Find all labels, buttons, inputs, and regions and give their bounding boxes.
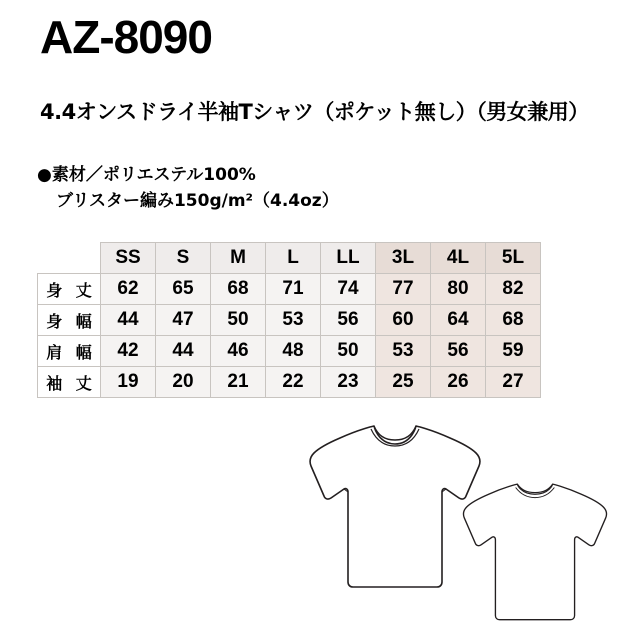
measurement-value: 68 bbox=[486, 305, 541, 336]
measurement-value: 60 bbox=[376, 305, 431, 336]
measurement-value: 48 bbox=[266, 336, 321, 367]
measurement-value: 65 bbox=[156, 274, 211, 305]
size-column-header: SS bbox=[101, 243, 156, 274]
product-illustrations bbox=[0, 408, 630, 630]
measurement-value: 64 bbox=[431, 305, 486, 336]
measurement-value: 26 bbox=[431, 367, 486, 398]
measurement-value: 80 bbox=[431, 274, 486, 305]
measurement-label: 袖 丈 bbox=[38, 367, 101, 398]
measurement-value: 74 bbox=[321, 274, 376, 305]
measurement-value: 53 bbox=[266, 305, 321, 336]
tshirt-back-illustration bbox=[455, 474, 615, 629]
measurement-value: 44 bbox=[101, 305, 156, 336]
size-column-header: S bbox=[156, 243, 211, 274]
measurement-value: 25 bbox=[376, 367, 431, 398]
size-column-header: L bbox=[266, 243, 321, 274]
measurement-value: 56 bbox=[431, 336, 486, 367]
product-code: AZ-8090 bbox=[40, 11, 212, 63]
measurement-value: 56 bbox=[321, 305, 376, 336]
size-chart-table bbox=[37, 242, 541, 398]
product-title: 4.4オンスドライ半袖Tシャツ（ポケット無し）（男女兼用） bbox=[40, 100, 589, 124]
size-column-header: 5L bbox=[486, 243, 541, 274]
measurement-value: 42 bbox=[101, 336, 156, 367]
measurement-value: 22 bbox=[266, 367, 321, 398]
measurement-value: 44 bbox=[156, 336, 211, 367]
measurement-label: 身 幅 bbox=[38, 305, 101, 336]
measurement-value: 21 bbox=[211, 367, 266, 398]
measurement-value: 23 bbox=[321, 367, 376, 398]
measurement-value: 68 bbox=[211, 274, 266, 305]
table-row bbox=[38, 305, 541, 336]
table-row bbox=[38, 367, 541, 398]
measurement-label: 身 丈 bbox=[38, 274, 101, 305]
material-line-1: ●素材／ポリエステル100% bbox=[37, 165, 256, 185]
measurement-value: 59 bbox=[486, 336, 541, 367]
table-row bbox=[38, 336, 541, 367]
size-column-header: 4L bbox=[431, 243, 486, 274]
table-row bbox=[38, 274, 541, 305]
measurement-value: 20 bbox=[156, 367, 211, 398]
material-line-2: ブリスター編み150g/m²（4.4oz） bbox=[56, 191, 339, 212]
size-chart-corner-cell bbox=[38, 243, 101, 274]
measurement-value: 62 bbox=[101, 274, 156, 305]
measurement-value: 46 bbox=[211, 336, 266, 367]
size-column-header: M bbox=[211, 243, 266, 274]
measurement-value: 71 bbox=[266, 274, 321, 305]
measurement-value: 53 bbox=[376, 336, 431, 367]
size-chart-header-row bbox=[38, 243, 541, 274]
measurement-value: 77 bbox=[376, 274, 431, 305]
measurement-label: 肩 幅 bbox=[38, 336, 101, 367]
size-column-header: 3L bbox=[376, 243, 431, 274]
size-column-header: LL bbox=[321, 243, 376, 274]
measurement-value: 50 bbox=[211, 305, 266, 336]
material-info bbox=[37, 162, 339, 215]
measurement-value: 19 bbox=[101, 367, 156, 398]
measurement-value: 82 bbox=[486, 274, 541, 305]
measurement-value: 47 bbox=[156, 305, 211, 336]
measurement-value: 50 bbox=[321, 336, 376, 367]
measurement-value: 27 bbox=[486, 367, 541, 398]
